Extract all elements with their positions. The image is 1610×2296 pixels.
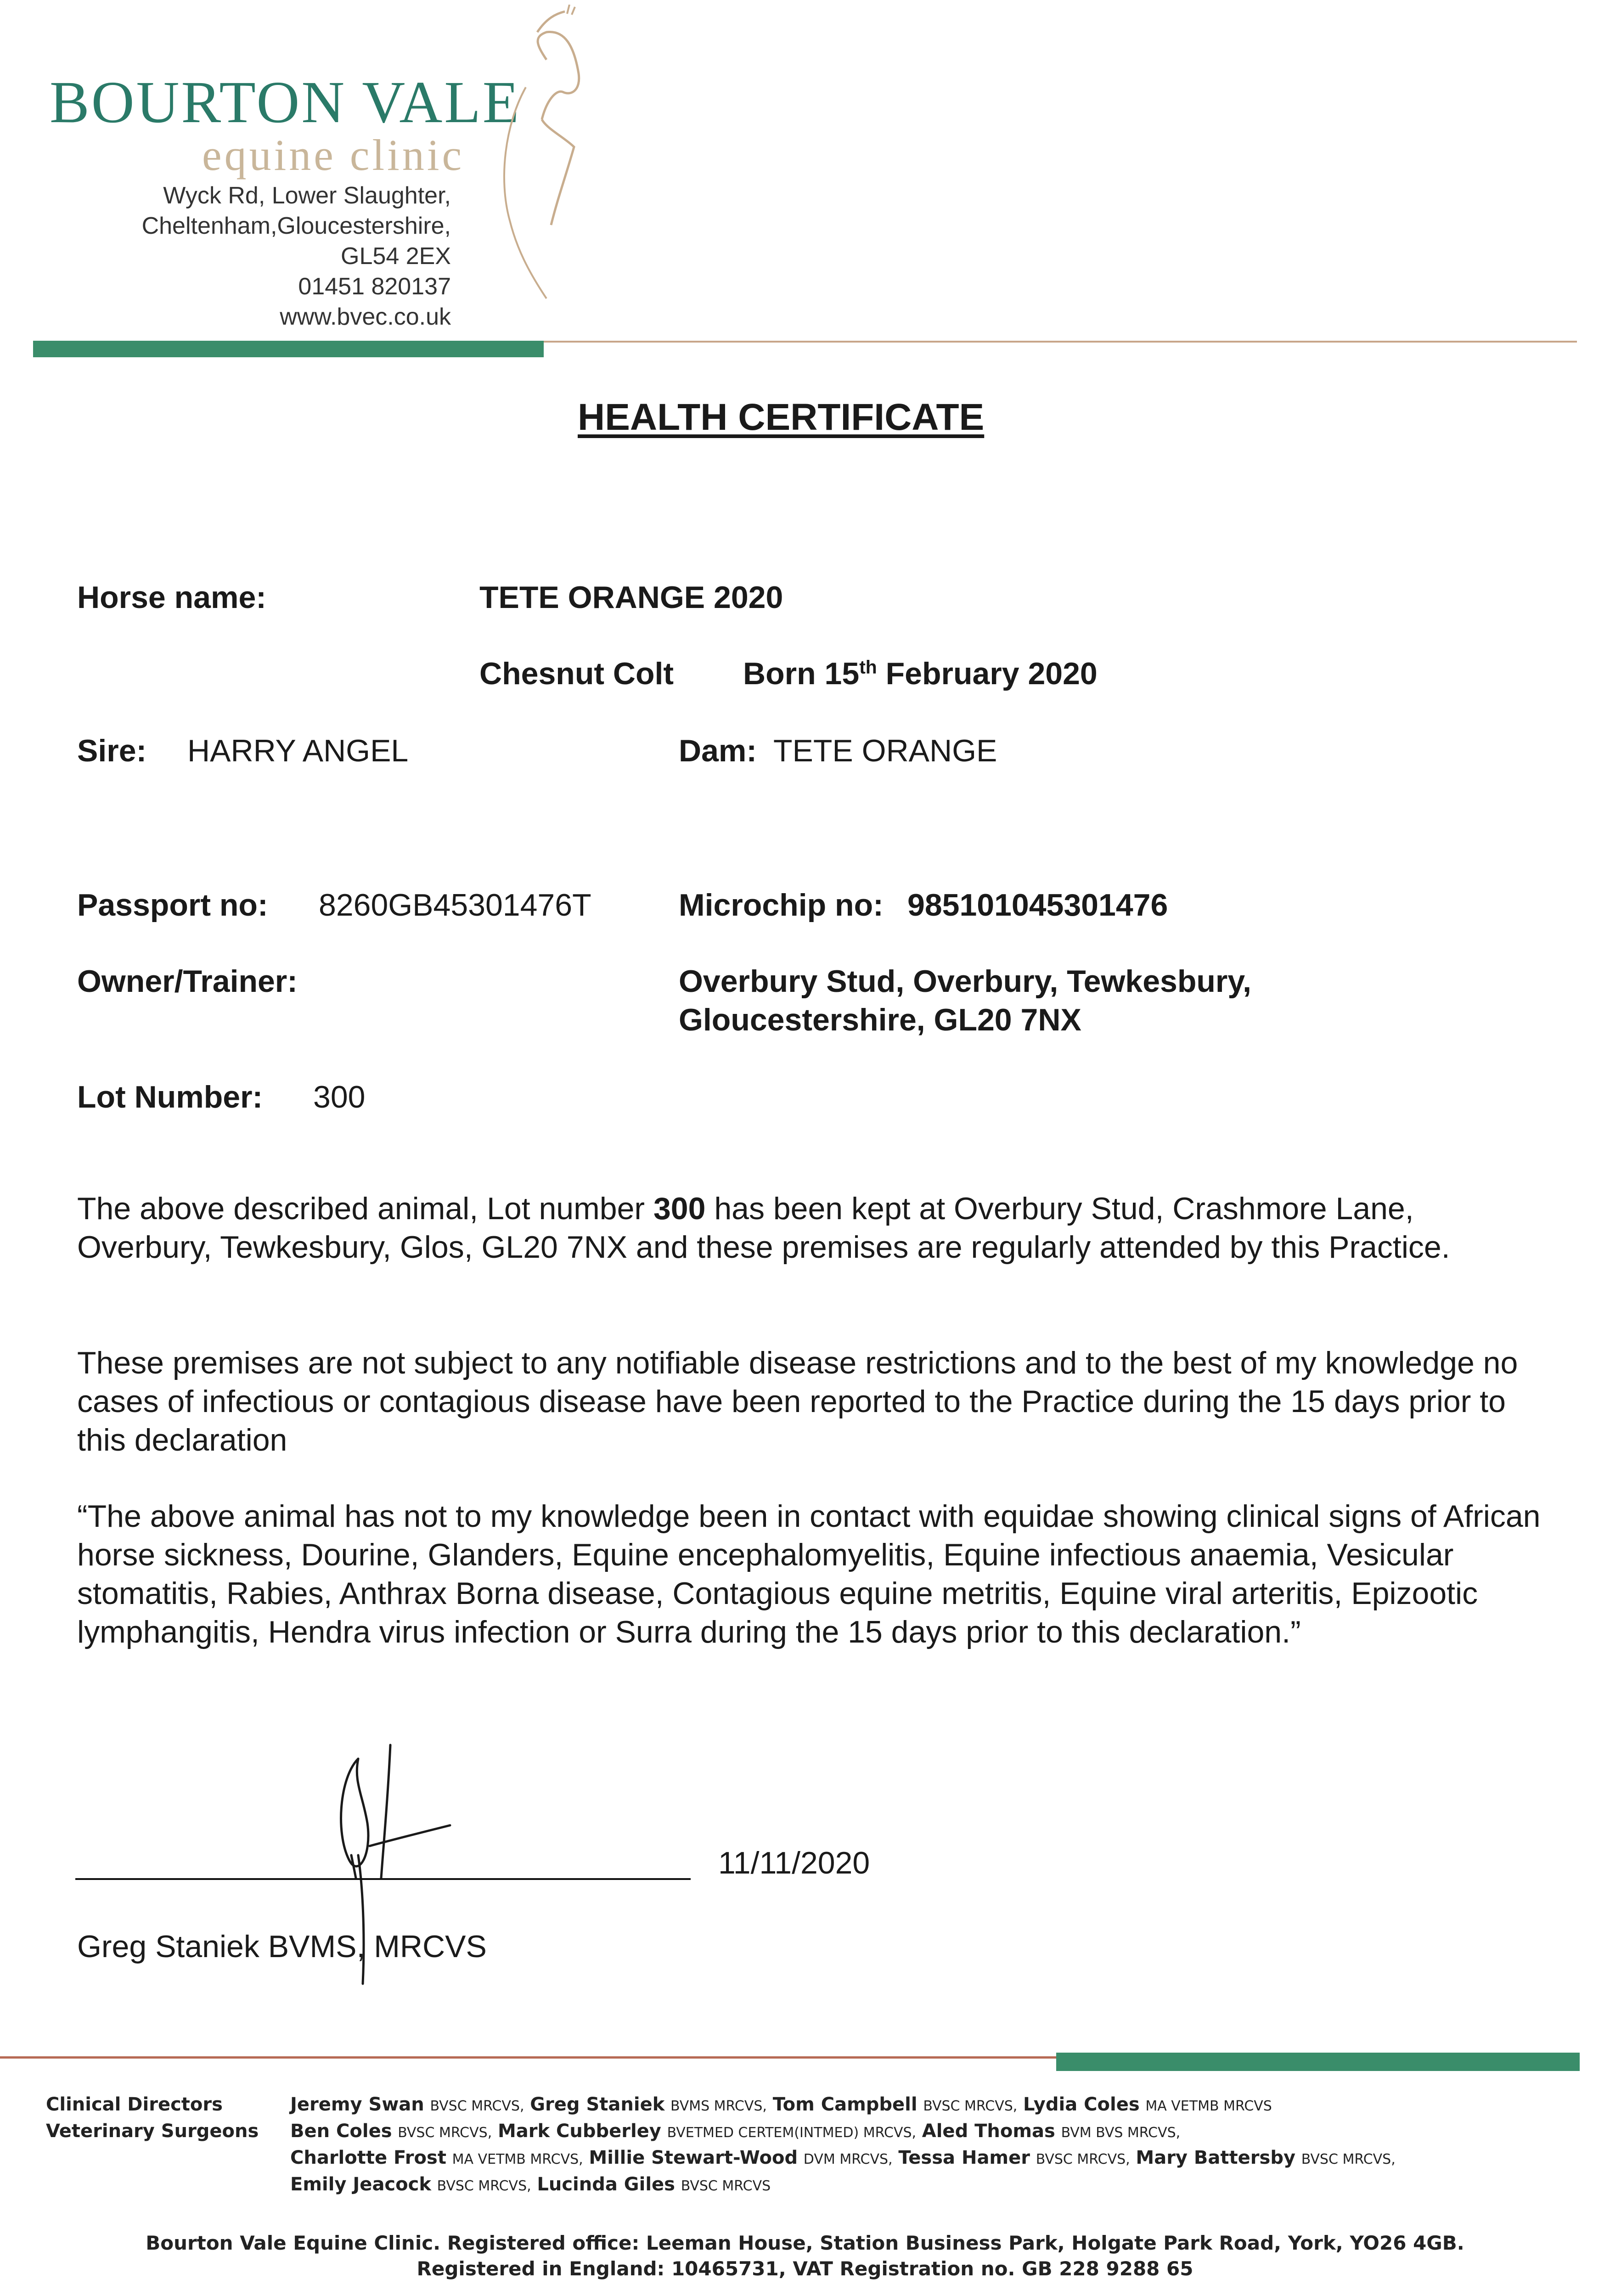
horse-head-logo-icon (478, 5, 588, 308)
clinic-logo-subtitle: equine clinic (202, 130, 465, 180)
microchip-label: Microchip no: (679, 888, 884, 923)
staff-line-1: Jeremy Swan BVSC MRCVS, Greg Staniek BVMS MRCVS, Tom Campbell BVSC MRCVS, Lydia Coles MA VETMB MRCVS (290, 2094, 1272, 2115)
document-title: HEALTH CERTIFICATE (578, 396, 985, 438)
phone-number: 01451 820137 (298, 273, 451, 300)
website-url: www.bvec.co.uk (280, 304, 451, 330)
header-green-bar (33, 341, 544, 357)
footer-rule (0, 2056, 1056, 2059)
staff-line-4: Emily Jeacock BVSC MRCVS, Lucinda Giles BVSC MRCVS (290, 2174, 771, 2195)
header-rule (544, 341, 1577, 343)
lot-number-label: Lot Number: (77, 1080, 263, 1114)
premises-paragraph: The above described animal, Lot number 300 has been kept at Overbury Stud, Crashmore Lane, Overbury, Tewkesbury, Glos, GL20 7NX and these premises are regularly attended by this Practice. (77, 1191, 1450, 1265)
horse-name: TETE ORANGE 2020 (479, 580, 783, 615)
address-line-2: Cheltenham,Gloucestershire, (141, 213, 451, 239)
horse-name-label: Horse name: (77, 580, 266, 615)
staff-line-3: Charlotte Frost MA VETMB MRCVS, Millie Stewart-Wood DVM MRCVS, Tessa Hamer BVSC MRCVS, Mary Battersby BVSC MRCVS, (290, 2147, 1396, 2168)
signatory-name: Greg Staniek BVMS, MRCVS (77, 1929, 487, 1964)
horse-birth-date: Born 15th February 2020 (743, 656, 1098, 691)
lot-number-value: 300 (313, 1080, 366, 1114)
signature-line (75, 1878, 691, 1880)
footer-green-bar (1056, 2053, 1580, 2071)
passport-label: Passport no: (77, 888, 268, 923)
declaration-paragraph: “The above animal has not to my knowledge been in contact with equidae showing clinical signs of African horse sickness, Dourine, Glanders, Equine encephalomyelitis, Equine infectious anaemia, Vesicular stomatitis, Rabies, Anthrax Borna disease, Contagious equine metritis, Equine viral arteritis, Epizootic lymphangitis, Hendra virus infection or Surra during the 15 days prior to this declaration.” (77, 1499, 1541, 1649)
dam-label: Dam: (679, 733, 757, 768)
signature-date: 11/11/2020 (718, 1846, 870, 1880)
passport-number: 8260GB45301476T (319, 888, 591, 923)
sire-label: Sire: (77, 733, 147, 768)
registered-office: Bourton Vale Equine Clinic. Registered office: Leeman House, Station Business Park, Holgate Park Road, York, YO26 4GB. (146, 2232, 1464, 2254)
microchip-number: 985101045301476 (907, 888, 1168, 923)
dam-value: TETE ORANGE (773, 733, 997, 768)
horse-description: Chesnut Colt (479, 656, 674, 691)
owner-address-line-1: Overbury Stud, Overbury, Tewkesbury, (679, 964, 1252, 999)
address-line-3: GL54 2EX (341, 243, 451, 270)
vets-label: Veterinary Surgeons (46, 2121, 259, 2142)
company-registration: Registered in England: 10465731, VAT Registration no. GB 228 9288 65 (417, 2257, 1193, 2280)
disease-restrictions-paragraph: These premises are not subject to any notifiable disease restrictions and to the best of my knowledge no cases of infectious or contagious disease have been reported to the Practice during the 15 days prior to this declaration (77, 1345, 1518, 1458)
owner-label: Owner/Trainer: (77, 964, 298, 999)
address-line-1: Wyck Rd, Lower Slaughter, (163, 182, 451, 209)
staff-line-2: Ben Coles BVSC MRCVS, Mark Cubberley BVETMED CERTEM(INTMED) MRCVS, Aled Thomas BVM BVS MRCVS, (290, 2121, 1181, 2142)
directors-label: Clinical Directors (46, 2094, 223, 2115)
owner-address-line-2: Gloucestershire, GL20 7NX (679, 1002, 1081, 1037)
clinic-logo-text: BOURTON VALE (50, 69, 521, 135)
sire-value: HARRY ANGEL (187, 733, 409, 768)
